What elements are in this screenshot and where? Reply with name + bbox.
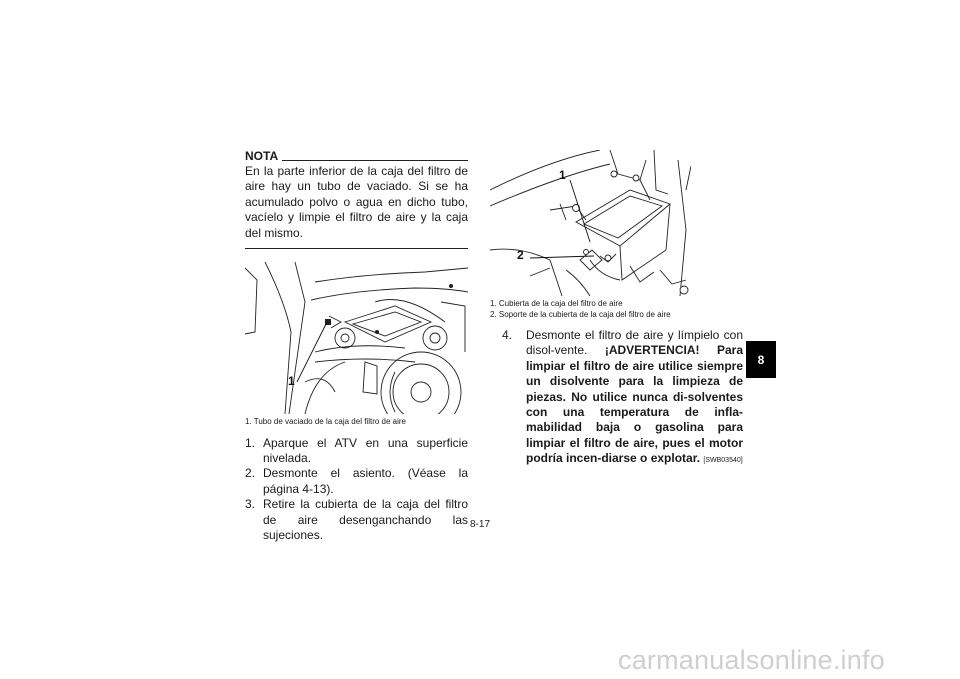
note-text: En la parte inferior de la caja del filtro de aire hay un tubo de vaciado. Si se ha acumulado polvo o agua en dicho tubo, vacíelo y limpie el filtro de aire y la caja del mismo.: [245, 164, 468, 240]
step-text: Desmonte el filtro de aire y límpielo con disol-vente.: [526, 328, 743, 358]
warning-text: ¡ADVERTENCIA! Para limpiar el filtro de aire utilice siempre un disolvente para la limpieza de piezas. No utilice nunca di-solventes con una temperatura de infla-mabilidad baja o gasolina para limpiar el filtro de aire, pues el motor podría incen-diarse o explotar.: [526, 343, 743, 466]
step-text-block: [526, 328, 743, 469]
steps-right: [490, 328, 743, 469]
step-text: Retire la cubierta de la caja del filtro de aire desenganchando las sujeciones.: [263, 497, 468, 542]
engine-illustration: [245, 262, 468, 414]
figure-air-filter-cover: [490, 150, 691, 296]
step-text: Aparque el ATV en una superficie nivelada.: [263, 435, 468, 465]
note-header: [245, 150, 468, 163]
figure2-caption: [490, 299, 743, 320]
step-number: 4.: [502, 328, 513, 342]
step-number: 3.: [245, 497, 256, 512]
note-end-rule: [245, 248, 468, 249]
caption-item: 1. Cubierta de la caja del filtro de aire: [490, 299, 623, 308]
left-column: [245, 150, 468, 543]
caption-item: 2. Soporte de la cubierta de la caja del filtro de aire: [490, 309, 671, 319]
right-column: [490, 150, 743, 469]
page-number: 8-17: [470, 519, 491, 530]
figure1-caption: [245, 417, 468, 428]
callout-2: 2: [517, 248, 524, 262]
warning-code: [SWB03540]: [703, 457, 743, 465]
step-number: 2.: [245, 466, 256, 481]
step-3: [245, 497, 468, 543]
note-title: NOTA: [245, 149, 279, 163]
airbox-illustration: [490, 150, 691, 296]
step-2: [245, 466, 468, 497]
watermark: carmanualsonline.info: [618, 645, 885, 675]
chapter-tab: 8: [746, 341, 776, 378]
step-number: 1.: [245, 435, 256, 450]
callout-1: 1: [288, 374, 295, 389]
callout-1: 1: [559, 168, 566, 182]
steps-left: [245, 436, 468, 544]
figure-drain-tube: [245, 262, 468, 414]
note-rule: [282, 160, 468, 161]
caption-item: 1. Tubo de vaciado de la caja del filtro de aire: [245, 417, 406, 427]
step-1: [245, 436, 468, 467]
step-text: Desmonte el asiento. (Véase la página 4-13).: [263, 466, 468, 496]
step-4: [490, 328, 743, 469]
